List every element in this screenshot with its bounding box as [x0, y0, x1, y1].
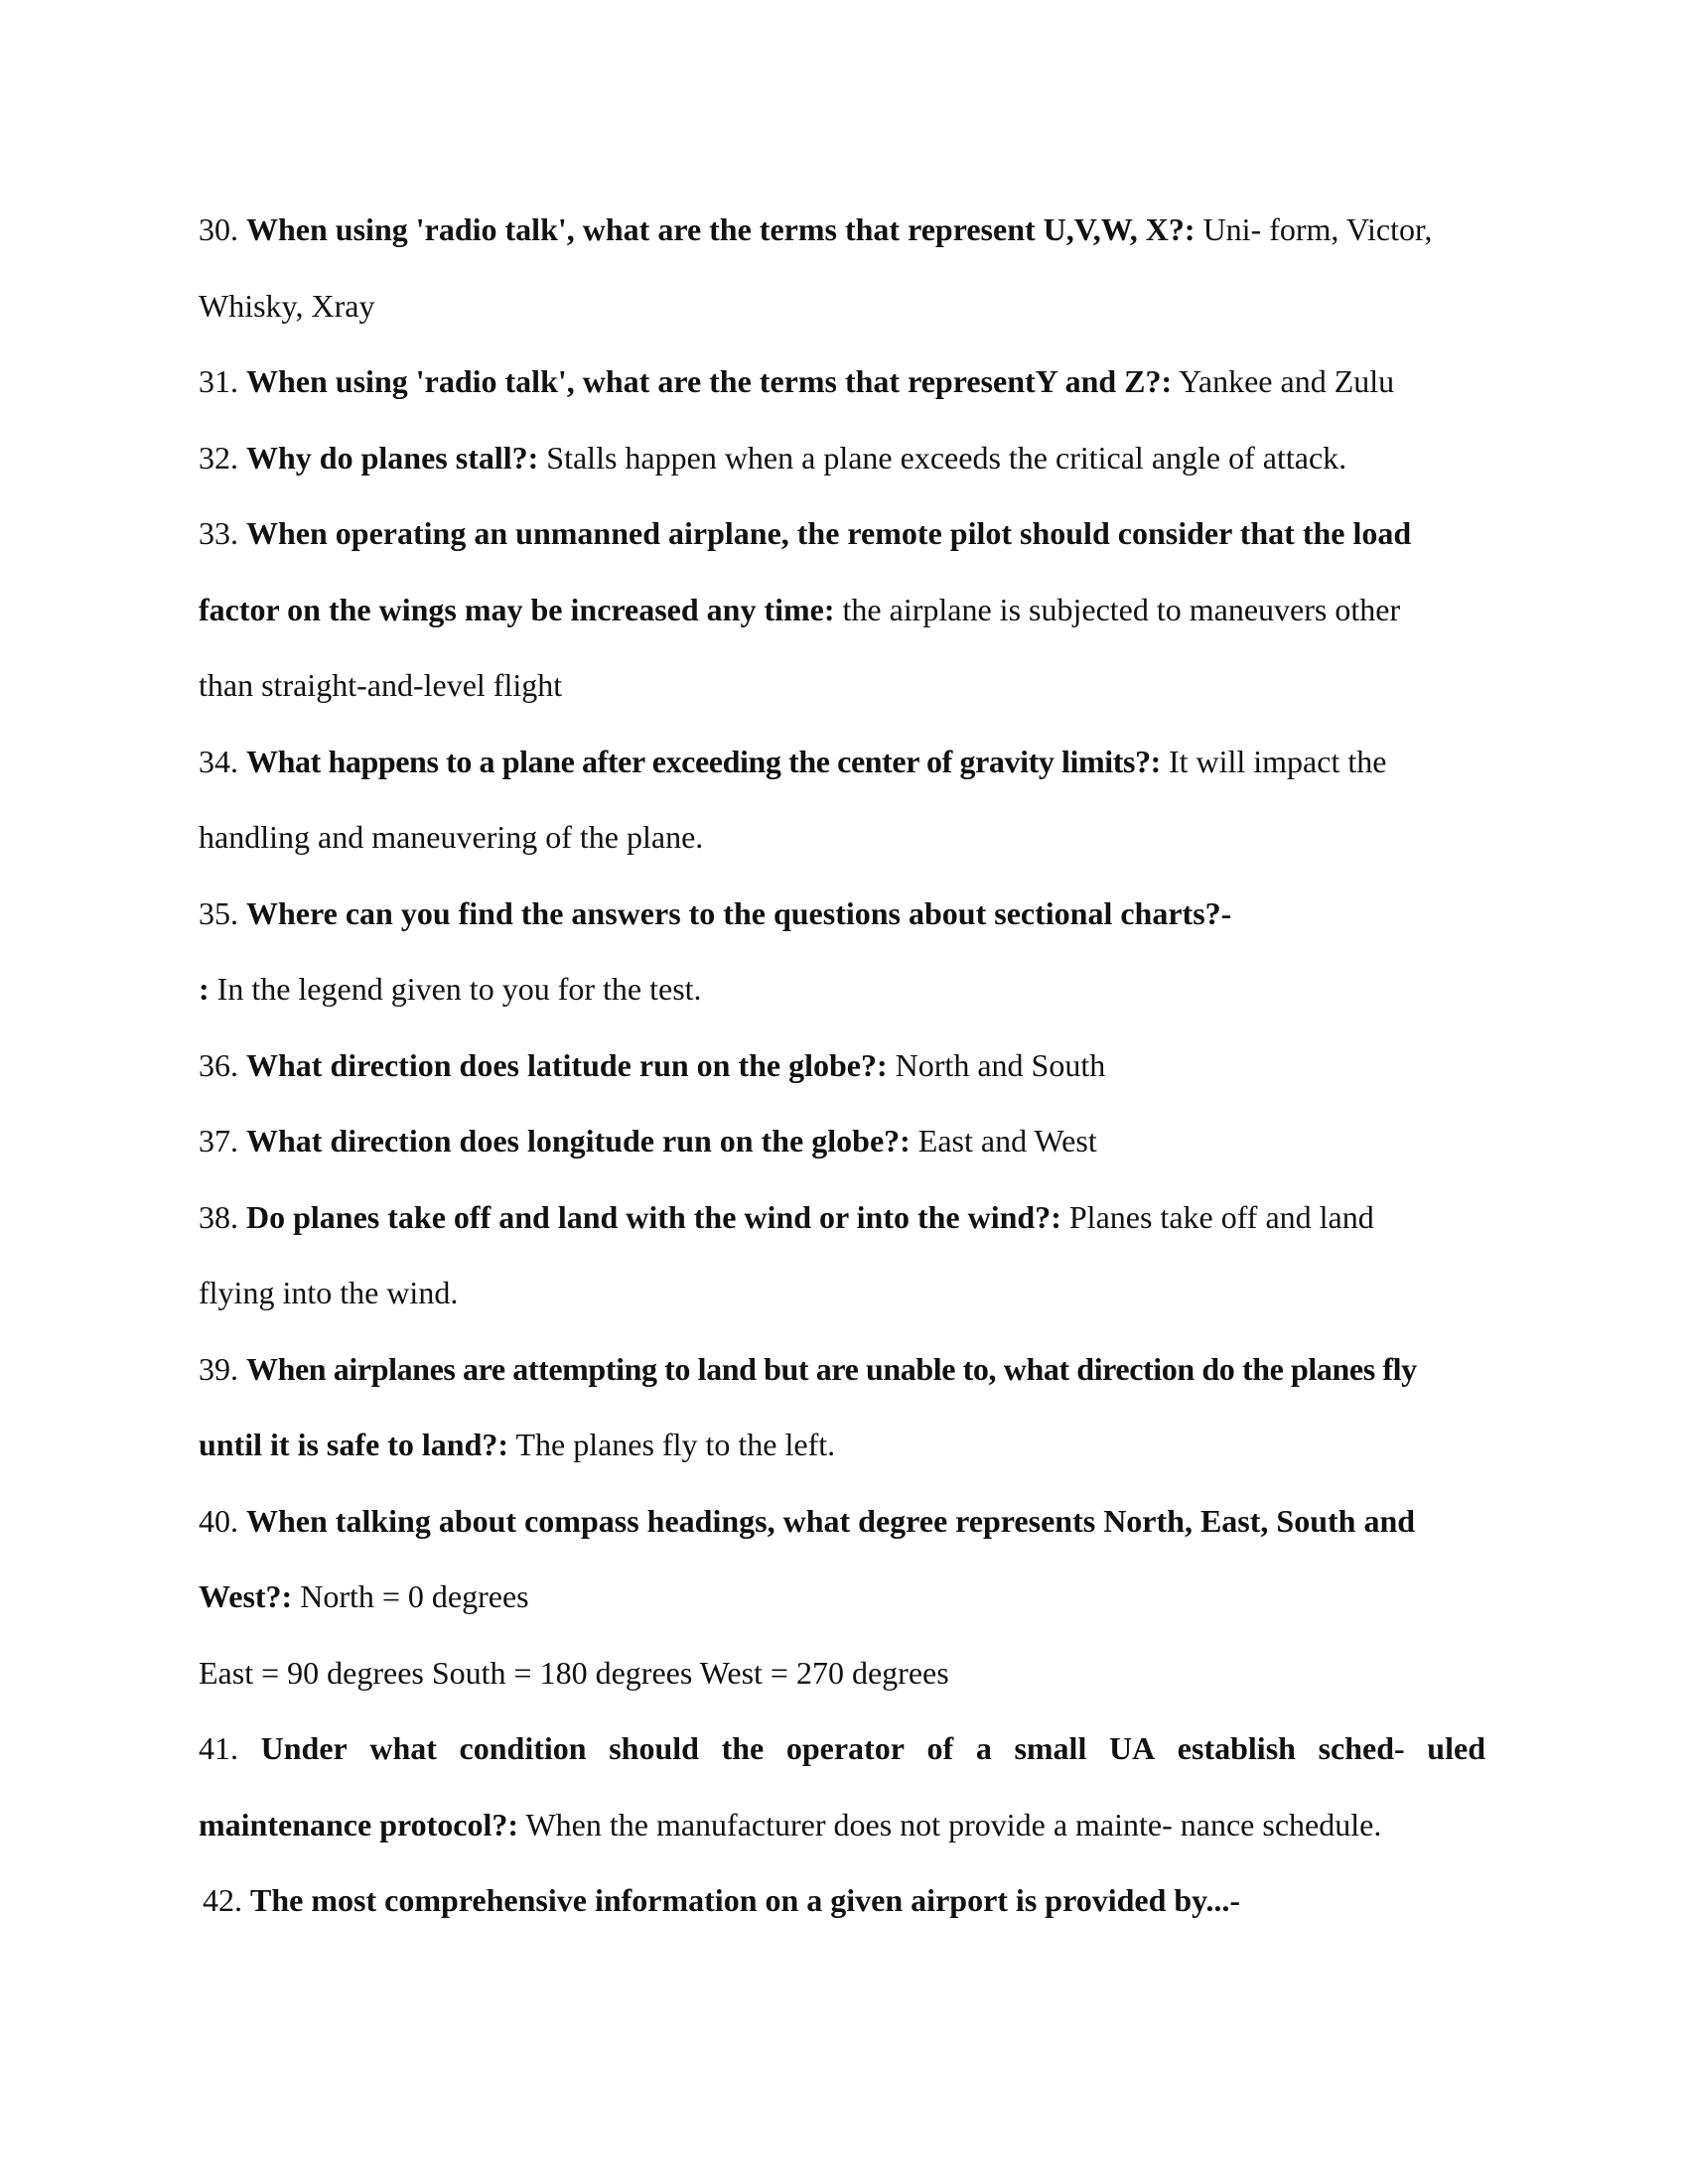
question-text: : — [199, 971, 210, 1007]
answer-text: flying into the wind. — [199, 1275, 459, 1310]
question-number: 36. — [199, 1046, 246, 1083]
q41-word: UA — [1108, 1730, 1156, 1766]
question-34 — [199, 724, 1485, 800]
question-31 — [199, 343, 1485, 420]
answer-text: East = 90 degrees South = 180 degrees West = 270 degrees — [199, 1654, 949, 1691]
question-text: The most comprehensive information on a given airport is provided by...- — [250, 1882, 1241, 1918]
question-number: 30. — [199, 211, 246, 247]
question-number: 37. — [199, 1123, 246, 1159]
question-33-cont — [199, 572, 1485, 648]
q41-word: establish — [1177, 1730, 1296, 1766]
question-41-cont — [199, 1787, 1485, 1863]
question-text: West?: — [199, 1578, 293, 1614]
question-text: When using 'radio talk', what are the terms that represent U,V,W, X?: — [246, 211, 1196, 247]
question-text: What direction does longitude run on the globe?: — [246, 1123, 911, 1159]
answer-30-cont — [199, 268, 1485, 344]
question-number: 42. — [203, 1882, 250, 1918]
question-text: What happens to a plane after exceeding the center of gravity limits?: — [246, 743, 1161, 779]
answer-35 — [199, 951, 1485, 1027]
question-text: Where can you find the answers to the questions about sectional charts?- — [246, 894, 1232, 931]
answer-33-cont — [199, 647, 1485, 724]
question-text: factor on the wings may be increased any time: — [199, 591, 835, 627]
q41-word: a — [975, 1730, 992, 1766]
question-number: 39. — [199, 1350, 246, 1387]
question-37 — [199, 1103, 1485, 1179]
question-number: 34. — [199, 743, 246, 779]
question-number: 33. — [199, 515, 246, 551]
answer-text: Planes take off and land — [1068, 1198, 1374, 1235]
question-number: 38. — [199, 1198, 246, 1235]
answer-text: North = 0 degrees — [300, 1578, 529, 1614]
answer-text: Uni- form, Victor, — [1202, 211, 1433, 247]
answer-text: The planes fly to the left. — [515, 1427, 836, 1462]
q41-word: sched- — [1318, 1730, 1405, 1766]
answer-text: than straight-and-level flight — [199, 667, 563, 703]
answer-text: handling and maneuvering of the plane. — [199, 819, 704, 855]
question-35 — [199, 876, 1485, 952]
answer-text: When the manufacturer does not provide a mainte- nance schedule. — [525, 1806, 1382, 1843]
answer-text: the airplane is subjected to maneuvers other — [842, 591, 1401, 627]
answer-text: In the legend given to you for the test. — [216, 971, 702, 1007]
question-number: 31. — [199, 363, 246, 399]
q41-word: condition — [459, 1730, 587, 1766]
answer-text: Whisky, Xray — [199, 287, 375, 324]
answer-34-cont — [199, 799, 1485, 876]
question-39 — [199, 1331, 1485, 1408]
answer-40-cont — [199, 1635, 1485, 1711]
question-text: When operating an unmanned airplane, the remote pilot should consider that the load — [246, 515, 1412, 551]
question-text: Do planes take off and land with the wind or into the wind?: — [246, 1198, 1061, 1235]
q41-word: uled — [1427, 1730, 1485, 1766]
answer-text: Yankee and Zulu — [1178, 363, 1395, 399]
question-text: maintenance protocol?: — [199, 1806, 519, 1843]
q41-word: of — [926, 1730, 954, 1766]
question-number: 40. — [199, 1502, 246, 1539]
question-40 — [199, 1483, 1485, 1560]
question-40-cont — [199, 1559, 1485, 1635]
question-33 — [199, 495, 1485, 572]
q41-word: Under — [260, 1730, 348, 1766]
q41-word: the — [721, 1730, 765, 1766]
answer-text: It will impact the — [1168, 743, 1387, 779]
answer-text: Stalls happen when a plane exceeds the critical angle of attack. — [546, 439, 1347, 476]
question-32 — [199, 420, 1485, 496]
answer-text: North and South — [895, 1046, 1106, 1083]
q41-word: operator — [785, 1730, 905, 1766]
answer-text: East and West — [917, 1123, 1097, 1159]
answer-38-cont — [199, 1255, 1485, 1331]
question-number: 41. — [199, 1730, 238, 1766]
question-number: 32. — [199, 439, 246, 476]
question-text: When talking about compass headings, what degree represents North, East, South and — [246, 1502, 1416, 1539]
q41-word: what — [369, 1730, 437, 1766]
document-page — [199, 192, 1485, 1939]
q41-word: should — [609, 1730, 699, 1766]
question-41 — [199, 1710, 1485, 1787]
question-42 — [199, 1862, 1485, 1939]
question-text: When airplanes are attempting to land but are unable to, what direction do the planes fly — [246, 1350, 1417, 1387]
question-38 — [199, 1179, 1485, 1256]
question-text: What direction does latitude run on the globe?: — [246, 1046, 888, 1083]
question-39-cont — [199, 1407, 1485, 1483]
question-text: until it is safe to land?: — [199, 1427, 509, 1462]
question-text: Why do planes stall?: — [246, 439, 539, 476]
question-number: 35. — [199, 894, 246, 931]
question-36 — [199, 1027, 1485, 1104]
q41-word: small — [1014, 1730, 1087, 1766]
question-text: When using 'radio talk', what are the terms that representY and Z?: — [246, 363, 1173, 399]
question-30 — [199, 192, 1485, 268]
